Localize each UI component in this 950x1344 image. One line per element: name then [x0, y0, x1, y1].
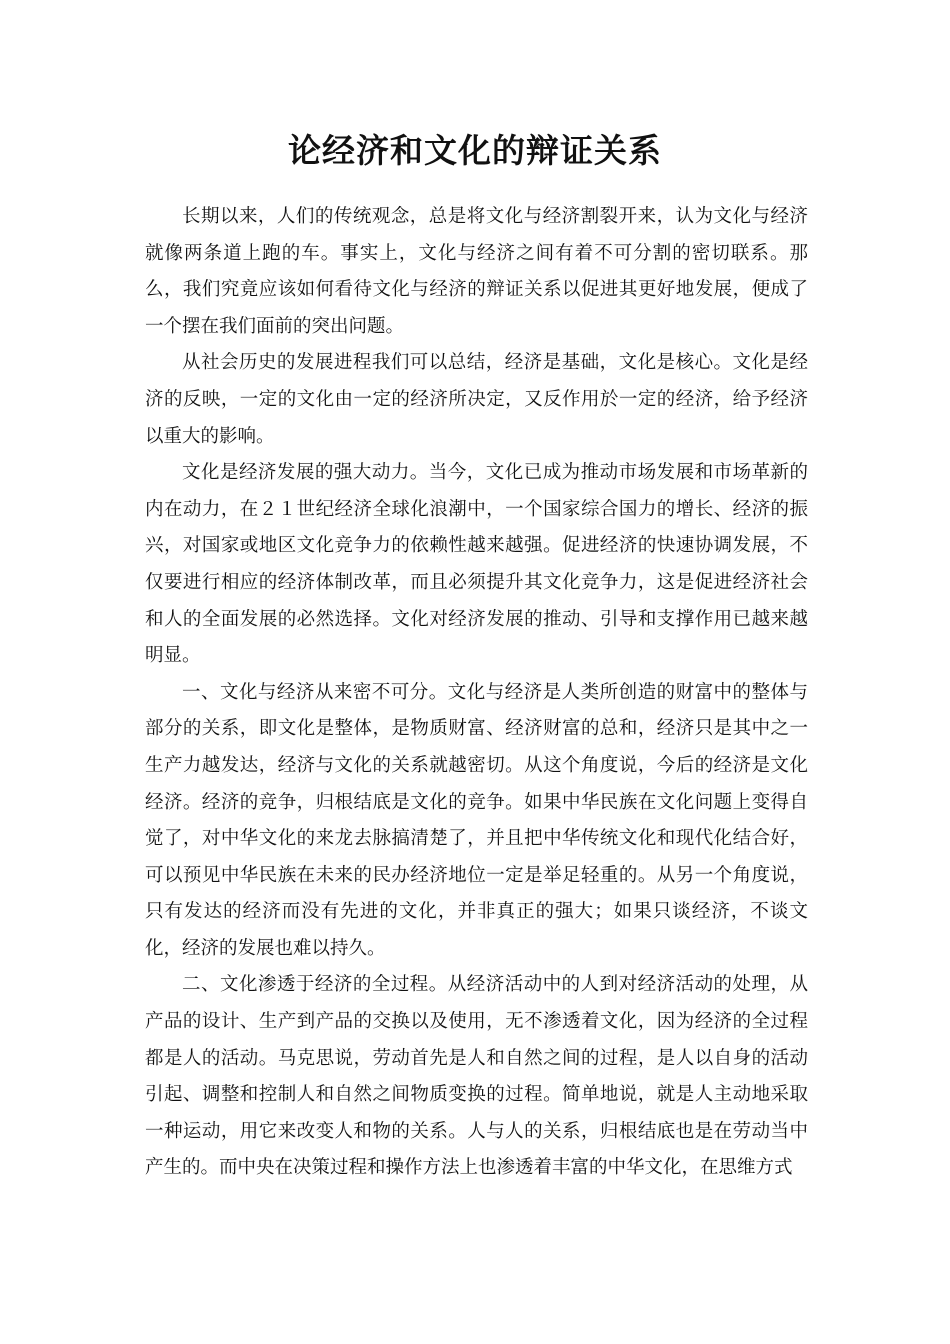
paragraph-2: 从社会历史的发展进程我们可以总结，经济是基础，文化是核心。文化是经济的反映，一定的文化由一定的经济所决定，又反作用於一定的经济，给予经济以重大的影响。	[145, 352, 808, 447]
paragraph-3: 文化是经济发展的强大动力。当今，文化已成为推动市场发展和市场革新的内在动力，在２１世纪经济全球化浪潮中，一个国家综合国力的增长、经济的振兴，对国家或地区文化竞争力的依赖性越来越强。促进经济的快速协调发展，不仅要进行相应的经济体制改革，而且必须提升其文化竞争力，这是促进经济社会和人的全面发展的必然选择。文化对经济发展的推动、引导和支撑作用已越来越明显。	[145, 462, 808, 667]
paragraph-4: 一、文化与经济从来密不可分。文化与经济是人类所创造的财富中的整体与部分的关系，即文化是整体，是物质财富、经济财富的总和，经济只是其中之一生产力越发达，经济与文化的关系就越密切。从这个角度说，今后的经济是文化经济。经济的竞争，归根结底是文化的竞争。如果中华民族在文化问题上变得自觉了，对中华文化的来龙去脉搞清楚了，并且把中华传统文化和现代化结合好，可以预见中华民族在未来的民办经济地位一定是举足轻重的。从另一个角度说，只有发达的经济而没有先进的文化，并非真正的强大；如果只谈经济，不谈文化，经济的发展也难以持久。	[145, 681, 808, 959]
paragraph-5: 二、文化渗透于经济的全过程。从经济活动中的人到对经济活动的处理，从产品的设计、生产到产品的交换以及使用，无不渗透着文化，因为经济的全过程都是人的活动。马克思说，劳动首先是人和自然之间的过程，是人以自身的活动引起、调整和控制人和自然之间物质变换的过程。简单地说，就是人主动地采取一种运动，用它来改变人和物的关系。人与人的关系，归根结底也是在劳动当中产生的。而中央在决策过程和操作方法上也渗透着丰富的中华文化，在思维方式	[145, 974, 808, 1179]
paragraph-1: 长期以来，人们的传统观念，总是将文化与经济割裂开来，认为文化与经济就像两条道上跑的车。事实上，文化与经济之间有着不可分割的密切联系。那么，我们究竟应该如何看待文化与经济的辩证关系以促进其更好地发展，便成了一个摆在我们面前的突出问题。	[145, 206, 808, 337]
document-body	[145, 199, 808, 1187]
document-title: 论经济和文化的辩证关系	[288, 131, 662, 170]
